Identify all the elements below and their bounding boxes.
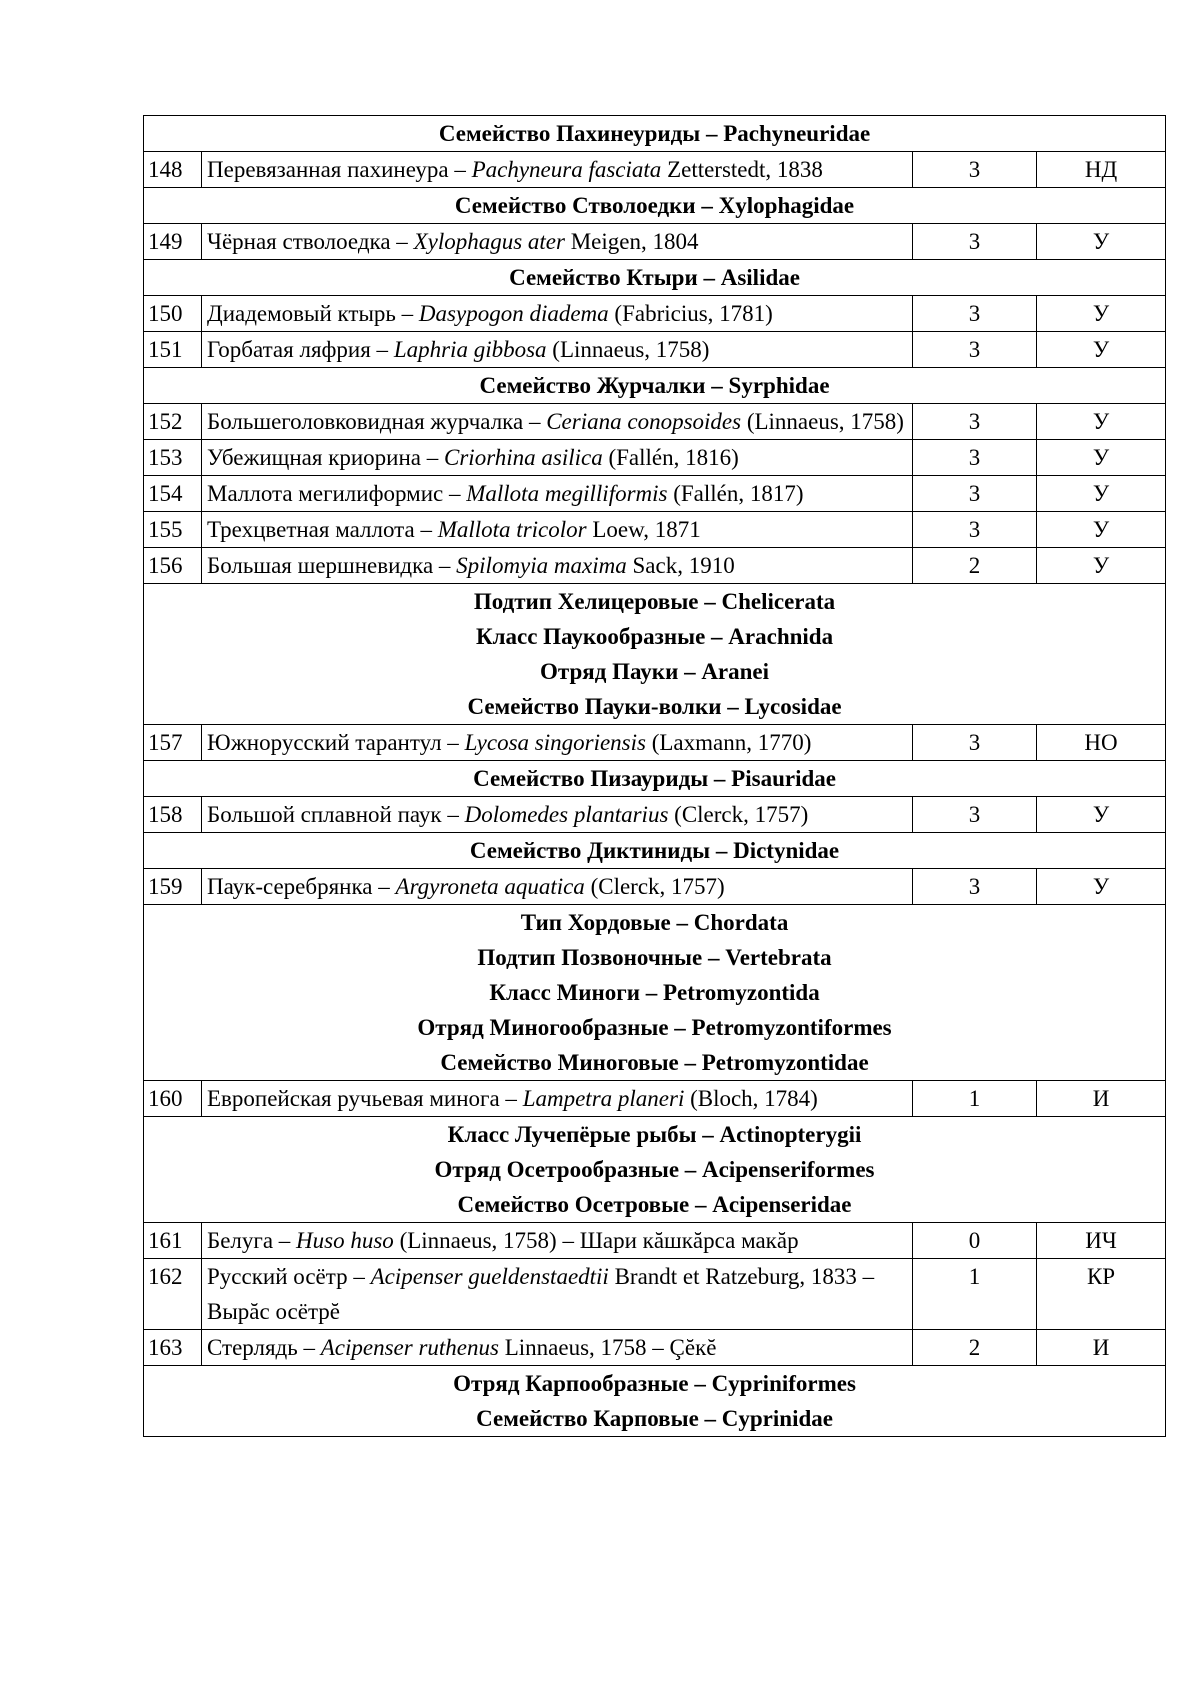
taxon-header-cell xyxy=(144,761,1166,797)
rarity-category: 3 xyxy=(913,332,1037,368)
species-name-scientific: Dasypogon diadema xyxy=(418,301,609,326)
table-row xyxy=(144,512,1166,548)
row-number: 160 xyxy=(144,1081,202,1117)
species-name-ru: Белуга – xyxy=(207,1228,297,1253)
row-number: 162 xyxy=(144,1259,202,1330)
taxon-header-line: Подтип Позвоночные – Vertebrata xyxy=(477,945,832,970)
species-author: Loew, 1871 xyxy=(586,517,701,542)
species-name-cell xyxy=(202,476,913,512)
species-author: (Linnaeus, 1758) xyxy=(546,337,710,362)
species-author: Brandt et Ratzeburg, 1833 – Вырăс осётрĕ xyxy=(207,1264,875,1324)
status-code: НО xyxy=(1037,725,1166,761)
row-number: 149 xyxy=(144,224,202,260)
status-code: У xyxy=(1037,512,1166,548)
species-name-ru: Стерлядь – xyxy=(207,1335,321,1360)
status-code: У xyxy=(1037,224,1166,260)
species-name-scientific: Dolomedes plantarius xyxy=(464,802,669,827)
rarity-category: 1 xyxy=(913,1259,1037,1330)
species-table xyxy=(143,115,1166,1437)
species-name-scientific: Ceriana conopsoides xyxy=(546,409,742,434)
status-code: У xyxy=(1037,869,1166,905)
rarity-category: 3 xyxy=(913,512,1037,548)
species-author: (Clerck, 1757) xyxy=(584,874,725,899)
status-code: У xyxy=(1037,797,1166,833)
species-name-scientific: Mallota tricolor xyxy=(437,517,587,542)
status-code: У xyxy=(1037,404,1166,440)
rarity-category: 3 xyxy=(913,404,1037,440)
status-code: У xyxy=(1037,440,1166,476)
species-name-cell xyxy=(202,404,913,440)
species-name-ru: Перевязанная пахинеура – xyxy=(207,157,472,182)
species-name-cell xyxy=(202,152,913,188)
species-name-ru: Южнорусский тарантул – xyxy=(207,730,465,755)
species-name-ru: Паук-серебрянка – xyxy=(207,874,396,899)
taxon-header-line: Семейство Карповые – Cyprinidae xyxy=(476,1406,833,1431)
taxon-header-cell xyxy=(144,188,1166,224)
rarity-category: 3 xyxy=(913,476,1037,512)
table-row xyxy=(144,296,1166,332)
taxon-header-line: Класс Лучепёрые рыбы – Actinopterygii xyxy=(447,1122,862,1147)
taxon-header-line: Семейство Пизауриды – Pisauridae xyxy=(473,766,836,791)
species-table-body xyxy=(144,116,1166,1437)
row-number: 148 xyxy=(144,152,202,188)
species-name-ru: Маллота мегилиформис – xyxy=(207,481,467,506)
rarity-category: 3 xyxy=(913,440,1037,476)
taxon-header-cell xyxy=(144,116,1166,152)
status-code: И xyxy=(1037,1330,1166,1366)
taxon-header-row xyxy=(144,116,1166,152)
table-row xyxy=(144,548,1166,584)
species-author: Linnaeus, 1758 – Çĕкĕ xyxy=(498,1335,717,1360)
species-author: (Fabricius, 1781) xyxy=(608,301,773,326)
taxon-header-row xyxy=(144,833,1166,869)
taxon-header-line: Семейство Пауки-волки – Lycosidae xyxy=(467,694,842,719)
row-number: 151 xyxy=(144,332,202,368)
species-name-ru: Большая шершневидка – xyxy=(207,553,457,578)
species-name-ru: Европейская ручьевая минога – xyxy=(207,1086,523,1111)
taxon-header-cell xyxy=(144,584,1166,725)
taxon-header-line: Семейство Журчалки – Syrphidae xyxy=(479,373,830,398)
rarity-category: 3 xyxy=(913,296,1037,332)
species-name-cell xyxy=(202,797,913,833)
rarity-category: 3 xyxy=(913,869,1037,905)
status-code: У xyxy=(1037,296,1166,332)
species-name-ru: Русский осётр – xyxy=(207,1264,371,1289)
row-number: 153 xyxy=(144,440,202,476)
species-name-ru: Трехцветная маллота – xyxy=(207,517,438,542)
taxon-header-line: Семейство Диктиниды – Dictynidae xyxy=(469,838,840,863)
row-number: 163 xyxy=(144,1330,202,1366)
species-name-cell xyxy=(202,440,913,476)
species-author: (Laxmann, 1770) xyxy=(645,730,812,755)
rarity-category: 3 xyxy=(913,224,1037,260)
species-author: (Clerck, 1757) xyxy=(668,802,809,827)
taxon-header-row xyxy=(144,260,1166,296)
table-row xyxy=(144,725,1166,761)
taxon-header-row xyxy=(144,761,1166,797)
taxon-header-line: Семейство Пахинеуриды – Pachyneuridae xyxy=(438,121,871,146)
status-code: НД xyxy=(1037,152,1166,188)
taxon-header-line: Семейство Осетровые – Acipenseridae xyxy=(457,1192,852,1217)
row-number: 157 xyxy=(144,725,202,761)
taxon-header-row xyxy=(144,584,1166,725)
rarity-category: 3 xyxy=(913,152,1037,188)
species-name-cell xyxy=(202,725,913,761)
species-name-cell xyxy=(202,1223,913,1259)
table-row xyxy=(144,476,1166,512)
species-name-cell xyxy=(202,1081,913,1117)
taxon-header-cell xyxy=(144,1117,1166,1223)
taxon-header-row xyxy=(144,905,1166,1081)
taxon-header-cell xyxy=(144,1366,1166,1437)
taxon-header-row xyxy=(144,1117,1166,1223)
taxon-header-line: Класс Миноги – Petromyzontida xyxy=(489,980,820,1005)
species-name-cell xyxy=(202,512,913,548)
rarity-category: 2 xyxy=(913,1330,1037,1366)
species-name-ru: Горбатая ляфрия – xyxy=(207,337,394,362)
species-name-scientific: Acipenser gueldenstaedtii xyxy=(370,1264,609,1289)
species-name-scientific: Lycosa singoriensis xyxy=(464,730,646,755)
species-author: Meigen, 1804 xyxy=(564,229,699,254)
table-row xyxy=(144,1330,1166,1366)
species-name-ru: Большеголовковидная журчалка – xyxy=(207,409,547,434)
species-name-scientific: Pachyneura fasciata xyxy=(471,157,662,182)
species-name-ru: Большой сплавной паук – xyxy=(207,802,465,827)
species-name-cell xyxy=(202,869,913,905)
species-author: Sack, 1910 xyxy=(626,553,735,578)
taxon-header-line: Семейство Ктыри – Asilidae xyxy=(509,265,800,290)
status-code: ИЧ xyxy=(1037,1223,1166,1259)
rarity-category: 0 xyxy=(913,1223,1037,1259)
rarity-category: 3 xyxy=(913,725,1037,761)
species-name-scientific: Mallota megilliformis xyxy=(466,481,668,506)
rarity-category: 1 xyxy=(913,1081,1037,1117)
species-name-scientific: Lampetra planeri xyxy=(522,1086,685,1111)
species-author: (Fallén, 1817) xyxy=(667,481,804,506)
table-row xyxy=(144,332,1166,368)
taxon-header-cell xyxy=(144,905,1166,1081)
taxon-header-line: Подтип Хелицеровые – Chelicerata xyxy=(473,589,836,614)
status-code: У xyxy=(1037,548,1166,584)
taxon-header-line: Отряд Карпообразные – Cypriniformes xyxy=(453,1371,856,1396)
taxon-header-row xyxy=(144,1366,1166,1437)
species-author: Zetterstedt, 1838 xyxy=(661,157,823,182)
taxon-header-line: Семейство Стволоедки – Xylophagidae xyxy=(454,193,855,218)
species-name-scientific: Acipenser ruthenus xyxy=(320,1335,499,1360)
taxon-header-row xyxy=(144,368,1166,404)
species-author: (Linnaeus, 1758) – Шари кăшкăрса макăр xyxy=(393,1228,799,1253)
table-row xyxy=(144,404,1166,440)
status-code: У xyxy=(1037,332,1166,368)
species-name-scientific: Xylophagus ater xyxy=(413,229,565,254)
taxon-header-line: Отряд Осетрообразные – Acipenseriformes xyxy=(434,1157,875,1182)
taxon-header-line: Класс Паукообразные – Arachnida xyxy=(475,624,834,649)
species-author: (Linnaeus, 1758) xyxy=(741,409,904,434)
species-name-cell xyxy=(202,1259,913,1330)
rarity-category: 3 xyxy=(913,797,1037,833)
table-row xyxy=(144,224,1166,260)
species-name-ru: Чёрная стволоедка – xyxy=(207,229,414,254)
row-number: 161 xyxy=(144,1223,202,1259)
row-number: 155 xyxy=(144,512,202,548)
taxon-header-cell xyxy=(144,368,1166,404)
taxon-header-cell xyxy=(144,833,1166,869)
taxon-header-line: Отряд Миногообразные – Petromyzontiformes xyxy=(417,1015,892,1040)
species-name-cell xyxy=(202,1330,913,1366)
taxon-header-line: Отряд Пауки – Aranei xyxy=(540,659,770,684)
species-name-cell xyxy=(202,332,913,368)
species-name-scientific: Laphria gibbosa xyxy=(393,337,547,362)
species-name-cell xyxy=(202,548,913,584)
rarity-category: 2 xyxy=(913,548,1037,584)
table-row xyxy=(144,869,1166,905)
table-row xyxy=(144,1081,1166,1117)
species-name-scientific: Spilomyia maxima xyxy=(456,553,627,578)
row-number: 158 xyxy=(144,797,202,833)
species-name-scientific: Criorhina asilica xyxy=(444,445,603,470)
status-code: У xyxy=(1037,476,1166,512)
species-name-cell xyxy=(202,224,913,260)
taxon-header-row xyxy=(144,188,1166,224)
taxon-header-line: Тип Хордовые – Chordata xyxy=(520,910,789,935)
row-number: 154 xyxy=(144,476,202,512)
row-number: 150 xyxy=(144,296,202,332)
row-number: 159 xyxy=(144,869,202,905)
row-number: 152 xyxy=(144,404,202,440)
species-name-cell xyxy=(202,296,913,332)
species-name-scientific: Argyroneta aquatica xyxy=(395,874,585,899)
species-author: (Fallén, 1816) xyxy=(602,445,739,470)
table-row xyxy=(144,1223,1166,1259)
row-number: 156 xyxy=(144,548,202,584)
status-code: И xyxy=(1037,1081,1166,1117)
table-row xyxy=(144,797,1166,833)
taxon-header-cell xyxy=(144,260,1166,296)
table-row xyxy=(144,1259,1166,1330)
status-code: КР xyxy=(1037,1259,1166,1330)
species-name-ru: Диадемовый ктырь – xyxy=(207,301,419,326)
species-author: (Bloch, 1784) xyxy=(684,1086,818,1111)
taxon-header-line: Семейство Миноговые – Petromyzontidae xyxy=(440,1050,869,1075)
species-name-ru: Убежищная криорина – xyxy=(207,445,445,470)
species-name-scientific: Huso huso xyxy=(296,1228,394,1253)
table-row xyxy=(144,440,1166,476)
table-row xyxy=(144,152,1166,188)
